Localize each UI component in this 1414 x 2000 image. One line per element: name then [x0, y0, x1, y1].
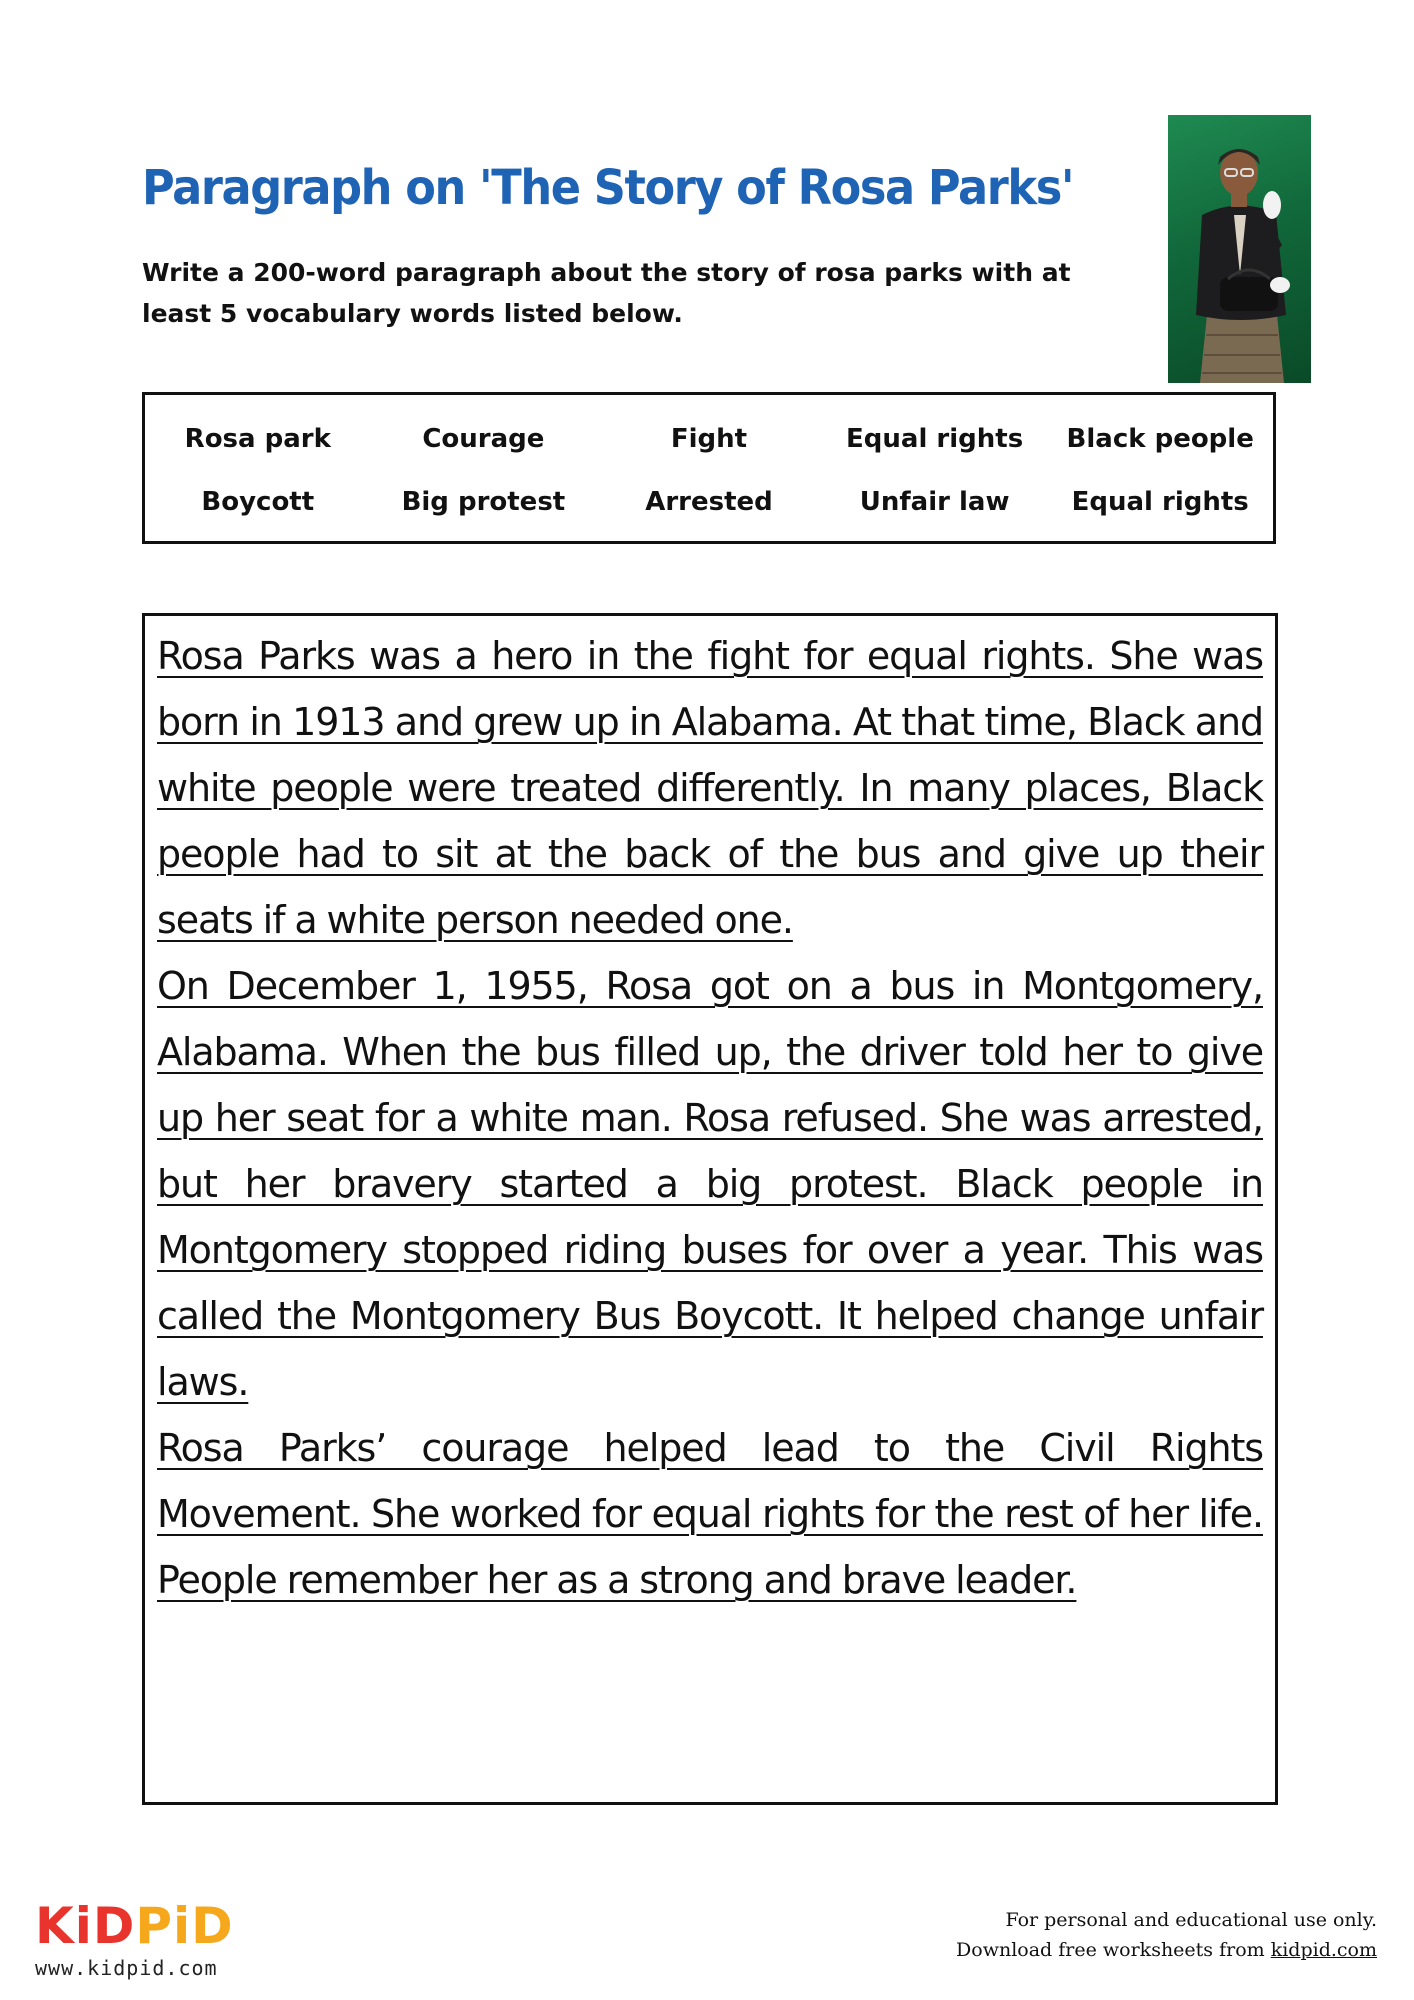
writing-box: [142, 613, 1278, 1805]
vocab-word: Equal rights: [846, 423, 1024, 454]
vocabulary-box: [142, 392, 1276, 544]
person-illustration: [1168, 115, 1311, 383]
kidpid-link[interactable]: kidpid.com: [1270, 1939, 1377, 1961]
story-paragraph: Rosa Parks was a hero in the fight for equal rights. She was born in 1913 and grew up in Alabama. At that time, Black and white people were treated differently. In many places, Black people had to sit at the back of the bus and give up their seats if a white person needed one.: [157, 634, 1263, 942]
vocab-word: Unfair law: [859, 486, 1010, 517]
rosa-parks-photo: [1168, 115, 1311, 383]
vocab-word: Black people: [1066, 423, 1254, 454]
logo-kid: KiD: [35, 1897, 136, 1955]
logo-url[interactable]: www.kidpid.com: [35, 1956, 218, 1980]
vocab-word: Big protest: [401, 486, 566, 517]
logo-pid: PiD: [135, 1897, 234, 1955]
vocab-word: Equal rights: [1071, 486, 1249, 517]
story-paragraph: On December 1, 1955, Rosa got on a bus in Montgomery, Alabama. When the bus filled up, the driver told her to give up her seat for a white man. Rosa refused. She was arrested, but her bravery started a big protest. Black people in Montgomery stopped riding buses for over a year. This was called the Montgomery Bus Boycott. It helped change unfair laws.: [157, 964, 1263, 1404]
vocab-word: Courage: [422, 423, 545, 454]
instructions: Write a 200-word paragraph about the story of rosa parks with at least 5 vocabulary words listed below.: [142, 258, 1071, 328]
vocab-word: Fight: [670, 423, 748, 454]
vocab-word: Boycott: [201, 486, 315, 517]
footer-usage: For personal and educational use only.: [1005, 1909, 1377, 1931]
story-paragraph: Rosa Parks’ courage helped lead to the Civil Rights Movement. She worked for equal rights for the rest of her life. People remember her as a strong and brave leader.: [157, 1426, 1263, 1602]
footer-note: [956, 1905, 1377, 1965]
page-title: Paragraph on 'The Story of Rosa Parks': [142, 160, 1074, 216]
vocab-word: Rosa park: [184, 423, 331, 454]
vocab-word: Arrested: [645, 486, 773, 517]
kidpid-logo[interactable]: [35, 1898, 234, 1954]
footer-download: Download free worksheets from kidpid.com: [956, 1939, 1377, 1961]
